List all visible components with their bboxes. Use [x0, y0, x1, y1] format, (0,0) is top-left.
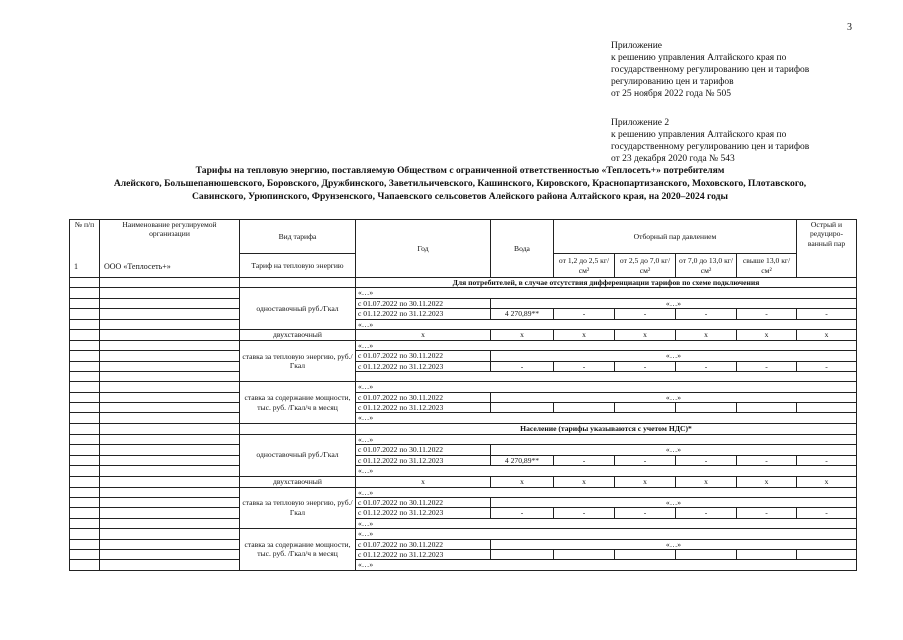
- table-row: [70, 288, 857, 298]
- header-p4: свыше 13,0 кг/см²: [737, 254, 797, 278]
- appendix-2-line: к решению управления Алтайского края по: [611, 130, 787, 140]
- header-tariff-type: Вид тарифа: [240, 220, 356, 254]
- x-cell: x: [554, 330, 615, 341]
- page-number: 3: [847, 22, 852, 33]
- appendix-1-line: государственному регулированию цен и тарифов: [611, 65, 810, 75]
- ellipsis-cell: «…»: [491, 392, 857, 402]
- table-row: [70, 518, 857, 528]
- document-title: [40, 164, 880, 203]
- table-row: [70, 539, 857, 549]
- dash-cell: -: [615, 508, 676, 518]
- table-row: [70, 392, 857, 402]
- row1-type: Тариф на тепловую энергию: [240, 254, 356, 278]
- dash-cell: -: [554, 361, 615, 371]
- table-row: [70, 382, 857, 392]
- period-cell: с 01.07.2022 по 30.11.2022: [356, 392, 491, 402]
- label-two-rate: двухставочный: [240, 476, 356, 487]
- table-row: [70, 330, 857, 341]
- ellipsis-cell: «…»: [356, 413, 857, 423]
- period-cell: с 01.12.2022 по 31.12.2023: [356, 455, 491, 465]
- dash-cell: -: [797, 309, 857, 319]
- x-cell: x: [491, 330, 554, 341]
- type-cell: [240, 278, 356, 288]
- header-p2: от 2,5 до 7,0 кг/см²: [615, 254, 676, 278]
- appendix-1-line: к решению управления Алтайского края по: [611, 53, 787, 63]
- header-water: Вода: [491, 220, 554, 278]
- dash-cell: -: [615, 309, 676, 319]
- table-row: [70, 508, 857, 518]
- section-population: Население (тарифы указываются с учетом НДС)*: [356, 423, 857, 434]
- header-row: [70, 220, 857, 254]
- dash-cell: -: [797, 455, 857, 465]
- ellipsis-cell: «…»: [491, 497, 857, 507]
- x-cell: x: [797, 476, 857, 487]
- water-value: 4 270,89**: [491, 309, 554, 319]
- x-cell: x: [676, 330, 737, 341]
- ellipsis-cell: «…»: [356, 382, 857, 392]
- dash-cell: -: [615, 361, 676, 371]
- ellipsis-cell: «…»: [491, 539, 857, 549]
- appendix-2-line: государственному регулированию цен и тарифов: [611, 142, 810, 152]
- x-cell: x: [737, 476, 797, 487]
- header-p3: от 7,0 до 13,0 кг/см²: [676, 254, 737, 278]
- period-cell: с 01.12.2022 по 31.12.2023: [356, 309, 491, 319]
- dash-cell: -: [615, 455, 676, 465]
- ellipsis-cell: «…»: [356, 434, 857, 444]
- table-row: [70, 560, 857, 570]
- period-cell: с 01.12.2022 по 31.12.2023: [356, 549, 491, 559]
- table-row: [70, 434, 857, 444]
- tariff-table: [69, 219, 857, 571]
- dash-cell: -: [737, 309, 797, 319]
- ellipsis-cell: «…»: [356, 560, 857, 570]
- table-row: [70, 529, 857, 539]
- appendix-2-block: [611, 117, 809, 165]
- dash-cell: -: [797, 508, 857, 518]
- title-line: Савинского, Урюпинского, Фрунзенского, Чапаевского сельсоветов Алейского района Алтайского края, на 2020–2024 годы: [191, 191, 728, 202]
- section-consumers: Для потребителей, в случае отсутствия дифференциации тарифов по схеме подключения: [356, 278, 857, 288]
- x-cell: x: [797, 330, 857, 341]
- dash-cell: -: [737, 361, 797, 371]
- period-cell: с 01.12.2022 по 31.12.2023: [356, 403, 491, 413]
- num-cell: [70, 278, 100, 288]
- header-org: Наименование регулируемой организации: [100, 220, 240, 278]
- label-single-rate: одноставочный руб./Гкал: [240, 434, 356, 476]
- x-cell: x: [491, 476, 554, 487]
- x-cell: x: [554, 476, 615, 487]
- appendix-1-line: Приложение: [611, 41, 662, 51]
- table-row: [70, 341, 857, 351]
- row1-org: ООО «Теплосеть+»: [104, 262, 171, 271]
- period-cell: с 01.12.2022 по 31.12.2023: [356, 361, 491, 371]
- table-row: [70, 466, 857, 476]
- dash-cell: -: [554, 309, 615, 319]
- label-capacity-rate: ставка за содержание мощности, тыс. руб. /Гкал/ч в месяц: [240, 529, 356, 571]
- dash-cell: -: [491, 361, 554, 371]
- dash-cell: -: [676, 508, 737, 518]
- row1-num: 1: [74, 262, 78, 271]
- water-value: 4 270,89**: [491, 455, 554, 465]
- header-sharp-steam: Острый и редуциро-ванный пар: [797, 220, 857, 278]
- header-num: № п/п: [70, 220, 100, 278]
- dash-cell: -: [797, 361, 857, 371]
- x-cell: x: [676, 476, 737, 487]
- ellipsis-cell: «…»: [356, 319, 857, 329]
- appendix-1-line: регулированию цен и тарифов: [611, 77, 734, 87]
- appendix-1-line: от 25 ноября 2022 года № 505: [611, 89, 732, 99]
- table-row: [70, 413, 857, 423]
- period-cell: с 01.07.2022 по 30.11.2022: [356, 445, 491, 455]
- table-row: [70, 476, 857, 487]
- label-energy-rate: ставка за тепловую энергию, руб./Гкал: [240, 487, 356, 529]
- table-row: [70, 455, 857, 465]
- dash-cell: -: [491, 508, 554, 518]
- table-row: [70, 445, 857, 455]
- appendix-2-line: Приложение 2: [611, 118, 670, 128]
- table-row: [70, 549, 857, 559]
- ellipsis-cell: «…»: [356, 466, 857, 476]
- appendix-1-block: [611, 40, 809, 100]
- title-line: Алейского, Большепанюшевского, Боровского, Дружбинского, Заветильичевского, Кашинского, Кировского, Краснопартизанского, Моховского, Плотавского,: [113, 178, 807, 189]
- x-cell: x: [356, 330, 491, 341]
- table-row: [70, 351, 857, 361]
- table-row: [70, 497, 857, 507]
- label-energy-rate: ставка за тепловую энергию, руб./Гкал: [240, 341, 356, 382]
- dash-cell: -: [737, 508, 797, 518]
- table-row: [70, 372, 857, 382]
- ellipsis-cell: «…»: [356, 518, 857, 528]
- appendix-2-line: от 23 декабря 2020 года № 543: [611, 154, 735, 164]
- period-cell: с 01.07.2022 по 30.11.2022: [356, 497, 491, 507]
- ellipsis-cell: «…»: [491, 445, 857, 455]
- dash-cell: -: [554, 455, 615, 465]
- dash-cell: -: [676, 455, 737, 465]
- dash-cell: -: [676, 361, 737, 371]
- period-cell: с 01.07.2022 по 30.11.2022: [356, 298, 491, 308]
- x-cell: x: [356, 476, 491, 487]
- section-row: [70, 423, 857, 434]
- table-row: [70, 361, 857, 371]
- table-row: [70, 487, 857, 497]
- ellipsis-cell: «…»: [356, 487, 857, 497]
- ellipsis-cell: «…»: [491, 298, 857, 308]
- label-two-rate: двухставочный: [240, 330, 356, 341]
- header-p1: от 1,2 до 2,5 кг/см²: [554, 254, 615, 278]
- table-row: [70, 403, 857, 413]
- header-steam: Отборный пар давлением: [554, 220, 797, 254]
- dash-cell: -: [676, 309, 737, 319]
- x-cell: x: [615, 330, 676, 341]
- table-row: [70, 309, 857, 319]
- ellipsis-cell: «…»: [356, 529, 857, 539]
- period-cell: с 01.07.2022 по 30.11.2022: [356, 539, 491, 549]
- period-cell: с 01.07.2022 по 30.11.2022: [356, 351, 491, 361]
- label-single-rate: одноставочный руб./Гкал: [240, 288, 356, 330]
- dash-cell: -: [737, 455, 797, 465]
- ellipsis-cell: «…»: [356, 341, 857, 351]
- header-year: Год: [356, 220, 491, 278]
- org-cell: [100, 278, 240, 288]
- table-row: [70, 319, 857, 329]
- section-row: [70, 278, 857, 288]
- ellipsis-cell: «…»: [356, 288, 857, 298]
- period-cell: с 01.12.2022 по 31.12.2023: [356, 508, 491, 518]
- label-capacity-rate: ставка за содержание мощности, тыс. руб. /Гкал/ч в месяц: [240, 382, 356, 424]
- x-cell: x: [615, 476, 676, 487]
- ellipsis-cell: «…»: [491, 351, 857, 361]
- dash-cell: -: [554, 508, 615, 518]
- table-row: [70, 298, 857, 308]
- title-line: Тарифы на тепловую энергию, поставляемую Обществом с ограниченной ответственностью «Теплосеть+» потребителям: [195, 165, 725, 176]
- x-cell: x: [737, 330, 797, 341]
